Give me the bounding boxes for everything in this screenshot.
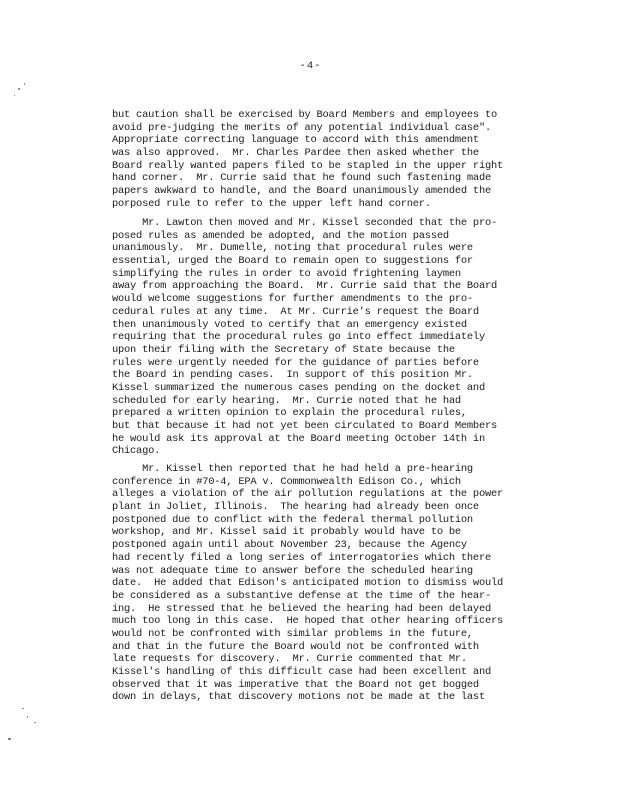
text-line: avoid pre-judging the merits of any potential individual case". xyxy=(112,121,491,134)
text-line: papers awkward to handle, and the Board unanimously amended the xyxy=(112,185,491,198)
text-line: essential, urged the Board to remain open to suggestions for xyxy=(112,255,473,268)
scan-speck xyxy=(18,88,20,90)
text-line: workshop, and Mr. Kissel said it probably would have to be xyxy=(112,526,461,539)
paragraph-3 xyxy=(112,463,542,704)
text-line: postponed due to conflict with the federal thermal pollution xyxy=(112,513,473,526)
paragraph-1 xyxy=(112,109,542,211)
text-line: would welcome suggestions for further amendments to the pro- xyxy=(112,293,473,306)
text-line: away from approaching the Board. Mr. Currie said that the Board xyxy=(112,280,497,293)
scan-speck xyxy=(27,716,28,718)
text-line: but that because it had not yet been circulated to Board Members xyxy=(112,420,497,432)
text-line: the Board in pending cases. In support of this position Mr. xyxy=(112,369,473,382)
text-line: cedural rules at any time. At Mr. Currie's request the Board xyxy=(112,305,479,318)
text-line: rules were urgently needed for the guidance of parties before xyxy=(112,356,479,369)
text-line: prepared a written opinion to explain the procedural rules, xyxy=(112,407,467,420)
text-line: Appropriate correcting language to accord with this amendment xyxy=(112,134,479,147)
text-line: simplifying the rules in order to avoid frightening laymen xyxy=(112,267,461,280)
text-line: much too long in this case. He hoped that other hearing officers xyxy=(112,615,504,628)
text-line: requiring that the procedural rules go into effect immediately xyxy=(112,331,485,344)
text-line: observed that it was imperative that the Board not get bogged xyxy=(112,678,479,691)
text-line: plant in Joliet, Illinois. The hearing had already been once xyxy=(112,501,479,514)
text-line: but caution shall be exercised by Board Members and employees to xyxy=(112,109,497,121)
text-line: conference in #70-4, EPA v. Commonwealth Edison Co., which xyxy=(112,475,461,488)
text-line: was also approved. Mr. Charles Pardee then asked whether the xyxy=(112,147,479,160)
scan-speck xyxy=(24,83,25,85)
text-line: porposed rule to refer to the upper left hand corner. xyxy=(112,197,431,210)
text-line: had recently filed a long series of interrogatories which there xyxy=(112,551,491,564)
text-line: postponed again until about November 23, because the Agency xyxy=(112,539,467,552)
text-line: posed rules as amended be adopted, and the motion passed xyxy=(112,229,449,242)
scan-speck xyxy=(34,722,36,723)
scan-speck xyxy=(8,738,11,740)
text-line: scheduled for early hearing. Mr. Currie noted that he had xyxy=(112,394,461,407)
text-line: ing. He stressed that he believed the hearing had been delayed xyxy=(112,602,491,615)
text-line: down in delays, that discovery motions not be made at the last xyxy=(112,691,485,704)
text-line: he would ask its approval at the Board meeting October 14th in xyxy=(112,432,485,445)
paragraph-2 xyxy=(112,217,542,458)
text-line: date. He added that Edison's anticipated motion to dismiss would xyxy=(112,577,504,590)
text-line: upon their filing with the Secretary of State because the xyxy=(112,343,455,356)
text-line: Kissel summarized the numerous cases pending on the docket and xyxy=(112,381,485,394)
scan-speck xyxy=(14,95,15,96)
text-line: then unanimously voted to certify that an emergency existed xyxy=(112,318,467,331)
text-line: hand corner. Mr. Currie said that he found such fastening made xyxy=(112,172,491,185)
text-line: Mr. Kissel then reported that he had held a pre-hearing xyxy=(112,463,473,475)
text-line: late requests for discovery. Mr. Currie commented that Mr. xyxy=(112,653,467,666)
text-line: would not be confronted with similar problems in the future, xyxy=(112,627,473,640)
text-line: Board really wanted papers filed to be stapled in the upper right xyxy=(112,159,504,172)
text-line: and that in the future the Board would not be confronted with xyxy=(112,640,479,653)
text-line: be considered as a substantive defense at the time of the hear- xyxy=(112,589,491,602)
text-line: unanimously. Mr. Dumelle, noting that procedural rules were xyxy=(112,242,473,255)
text-line: Mr. Lawton then moved and Mr. Kissel seconded that the pro- xyxy=(112,217,497,229)
scan-speck xyxy=(22,708,24,709)
text-line: was not adequate time to answer before the scheduled hearing xyxy=(112,564,473,577)
text-line: Kissel's handling of this difficult case had been excellent and xyxy=(112,666,491,678)
text-line: alleges a violation of the air pollution regulations at the power xyxy=(112,488,504,501)
text-line: Chicago. xyxy=(112,445,161,458)
page-number: -4- xyxy=(299,60,322,72)
